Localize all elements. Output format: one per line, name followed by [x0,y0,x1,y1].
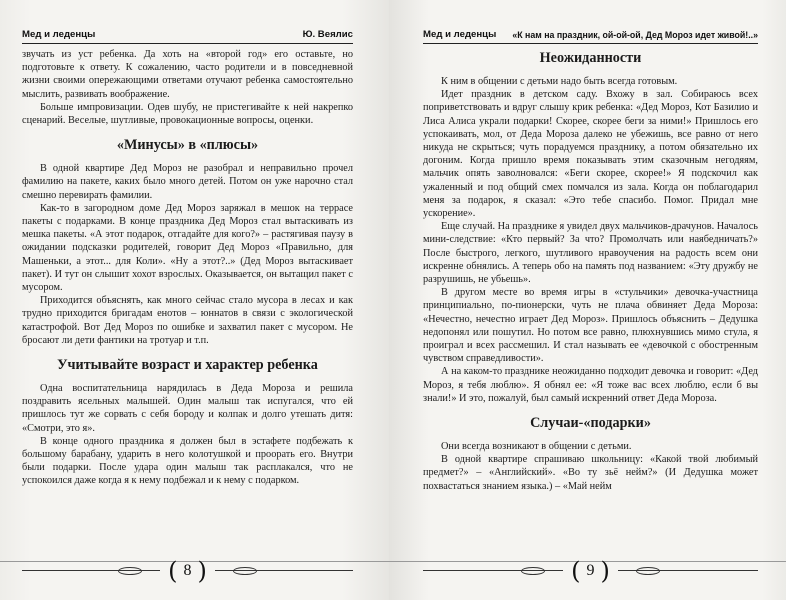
brace-close-icon: ) [600,557,610,585]
paragraph: В конце одного праздника я должен был в эстафете подбежать к большому барабану, ударить в него колотушкой и проорать его. Внутри были подарки. После удара один малыш так расплакался, что не успокоился даже когда я к нему подбежал и к нему с подарком. [22,435,353,487]
section-heading-gifts: Случаи-«подарки» [530,415,651,432]
left-header-title: Мед и леденцы [22,29,96,40]
section-heading-unexpected: Неожиданности [539,50,642,66]
left-page [0,0,389,600]
paragraph: Больше импровизации. Одев шубу, не пристегивайте к ней накрепко сценарий. Веселые, шутливые, провокационные вопросы, оценки. [22,101,353,127]
ornament-left-icon [423,567,563,575]
ornament-right-icon [215,567,353,575]
paragraph: В одной квартире Дед Мороз не разобрал и неправильно прочел фамилию на пакете, каких было много детей. Потом он уже нарочно стал смешно перевирать фамилии. [22,163,353,201]
left-page-body [22,48,353,488]
paragraph: Как-то в загородном доме Дед Мороз заряжал в мешок на террасе пакеты с подарками. В конце праздника Дед Мороз стал вытаскивать из мешка пакеты. «А этот подарок, отгадайте для кого?» – растягивая паузу в ожидании подсказки родителей, говорит Дед Мороз «Правильно, для Машеньки, а этот... для Коли». «Ну а этот?..» (Дед Мороз вытаскивает пакет). И тут он слышит хохот взрослых. Оказывается, он вытащил пакет с мусором. [22,202,353,294]
left-page-number-box [168,559,207,583]
left-header-author: Ю. Веялис [302,29,353,40]
paragraph: Они всегда возникают в общении с детьми. [441,441,632,453]
right-header-subtitle: «К нам на праздник, ой-ой-ой, Дед Мороз идет живой!..» [512,30,758,40]
paragraph: В другом месте во время игры в «стульчики» девочка-участница принципиально, по-пионерски, чуть не плача обвиняет Деда Мороза: «Нечестно, нечестно играет Дед Мороз». Пришлось объяснить – Дедушка недопонял или пошутил. Но потом все равно, плюхнувшись мимо стула, я проиграл и всех рассмешил. И стал называть ее «девочкой с обостренным чувством справедливости». [423,287,758,365]
left-page-number: 8 [183,562,192,579]
brace-open-icon: ( [571,557,581,585]
paragraph: В одной квартире спрашиваю школьницу: «Какой твой любимый предмет?» – «Английский». «Во ту зьё нейм?» (И Дедушка может похвастаться знанием языка.) – «Май нейм [423,454,758,492]
right-page-footer [423,556,758,586]
paragraph: К ним в общении с детьми надо быть всегда готовым. [441,76,678,87]
paragraph: Еще случай. На празднике я увидел двух мальчиков-драчунов. Началось мини-следствие: «Кто первый? За что? Промолчать или наябедничать?» После быстрого, легкого, шутливого нравоучения на радость всем они искренне обнялись. А теперь обо на память под названием: «Эту дружбу не разрушишь, не убьешь». [423,221,758,286]
ornament-left-icon [22,567,160,575]
left-running-header [22,24,353,44]
paragraph: Одна воспитательница нарядилась в Деда Мороза и решила поздравить ясельных малышей. Один малыш так испугался, что ей пришлось тут же сорвать с себя бороду и колпак и долго утешать дитя: «Смотри, это я». [22,383,353,434]
right-running-header [423,24,758,44]
section-heading-age: Учитывайте возраст и характер ребенка [57,357,318,374]
right-page-number-box [571,559,610,583]
paragraph: Приходится объяснять, как много сейчас стало мусора в лесах и как трудно приходится бригадам енотов – юннатов в связи с экологической катастрофой. Вот Дед Мороз по ошибке и захватил пакет с мусором. Не бросают ли дети фантики на тротуар и т.п. [22,295,353,346]
left-page-footer [22,556,353,586]
brace-open-icon: ( [168,557,178,585]
ornament-right-icon [618,567,758,575]
right-page [389,0,786,600]
right-header-title: Мед и леденцы [423,29,497,40]
right-page-body [423,48,758,493]
right-page-number: 9 [586,562,595,579]
paragraph: А на каком-то празднике неожиданно подходит девочка и говорит: «Дед Мороз, я тебя люблю». Я обнял ее: «Я тоже вас всех люблю, если б вы знали!» И это, пожалуй, был самый искренний ответ Деда Мороза. [423,366,758,404]
paragraph: Идет праздник в детском саду. Вхожу в зал. Собираюсь всех поприветствовать и вдруг слышу крик ребенка: «Дед Мороз, Кот Базилио и Лиса Алиса украли подарки! Скорее, скорее беги за ними!» Пришлось его успокаивать, мол, от Деда Мороза далеко не убежишь, все равно от него никуда не скрыться; чуть порадуемся празднику, а потом обязательно их догоним. Когда пришло время показывать этим сказочным негодяям, мальчик опять заволновался: «Беги скорее, скорее!» Я подскочил как ужаленный и под общий смех помчался из зала. Когда он поблагодарил меня за подарок, я сказал: «Это тебе спасибо. Помог. Придал мне ускорение». [423,89,758,220]
paragraph: звучать из уст ребенка. Да хоть на «второй год» его оставьте, но подготовьте к ответу. К сожалению, часто родители и в повседневной жизни своими опережающими ответами отучают ребенка самостоятельно мыслить, развивать воображение. [22,49,353,100]
brace-close-icon: ) [197,557,207,585]
section-heading-minus-plus: «Минусы» в «плюсы» [116,137,259,154]
